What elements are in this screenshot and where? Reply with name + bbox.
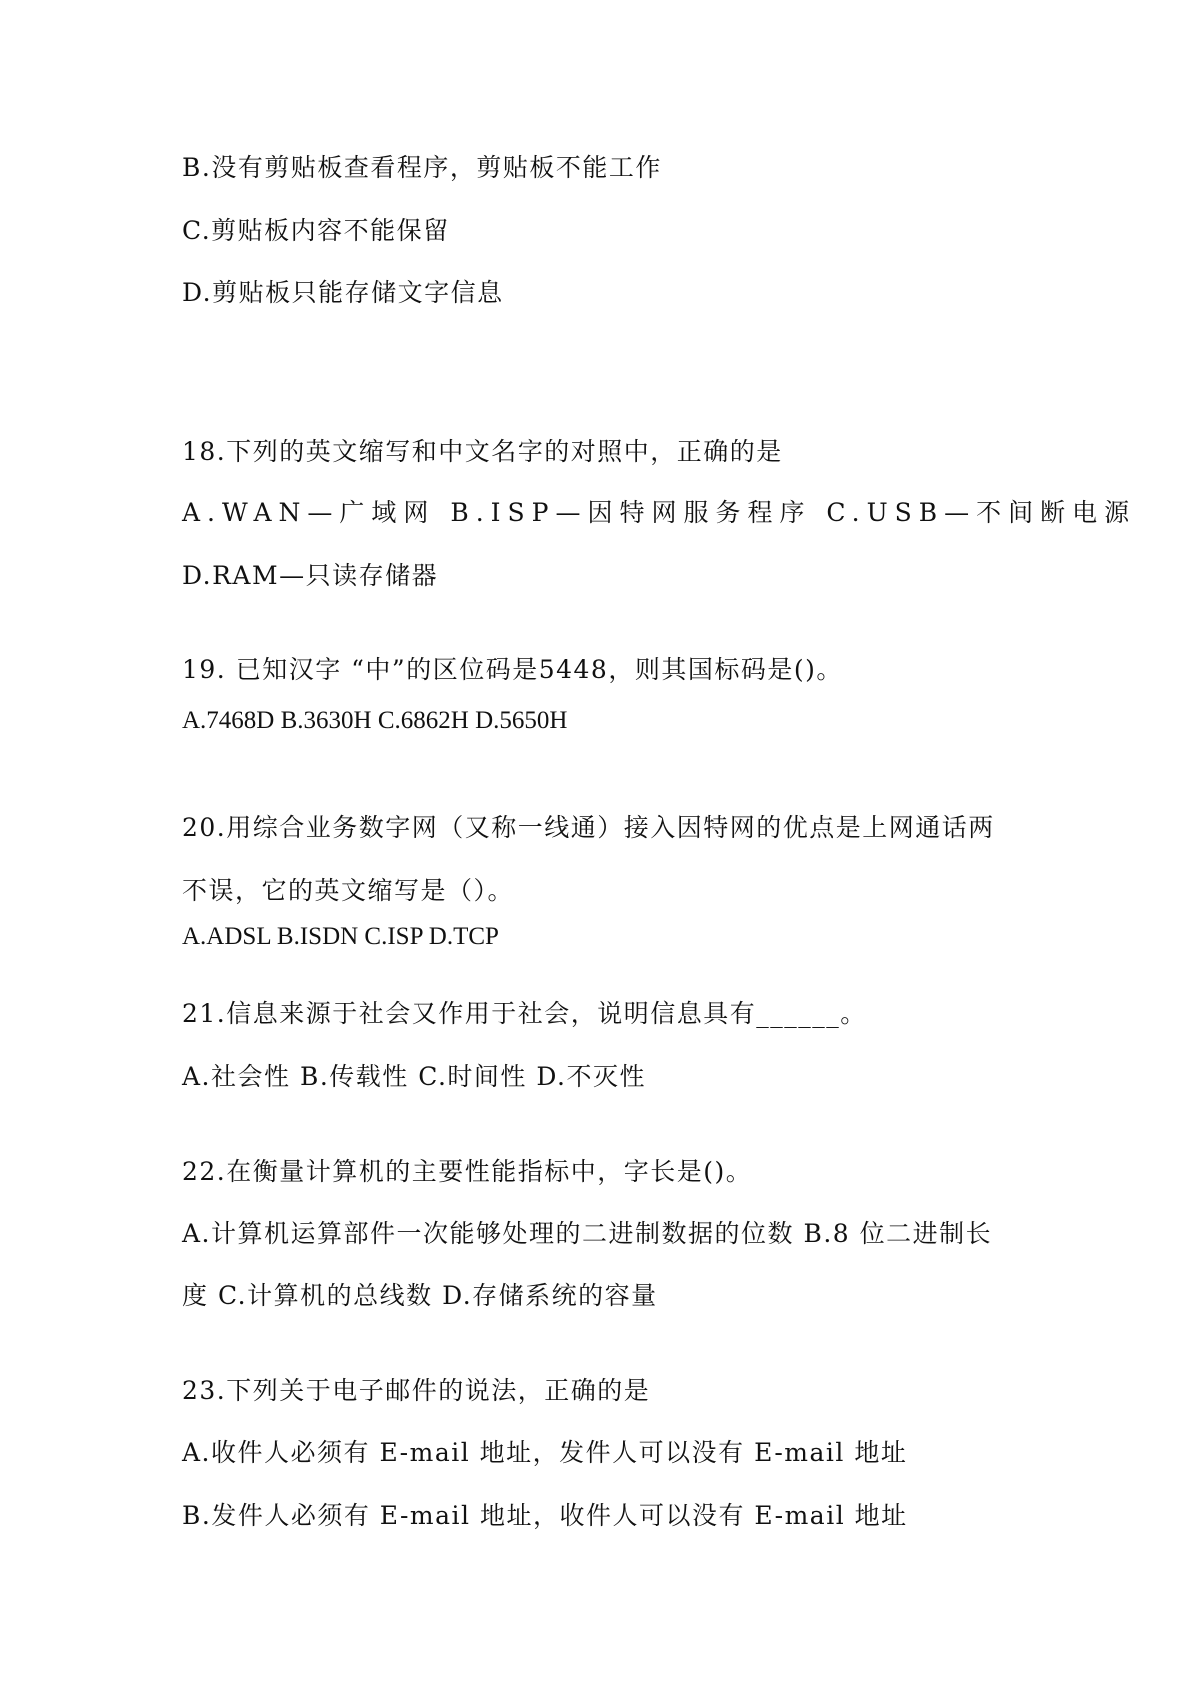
question-18: 18.下列的英文缩写和中文名字的对照中，正确的是 [182, 437, 783, 466]
question-19: 19. 已知汉字 “中”的区位码是5448，则其国标码是()。 [182, 655, 843, 684]
question-20-line-2: 不误，它的英文缩写是（）。 [182, 876, 515, 905]
q17-option-c: C.剪贴板内容不能保留 [182, 216, 450, 245]
q17-option-b: B.没有剪贴板查看程序，剪贴板不能工作 [182, 153, 662, 182]
q18-options-line-1: A.WAN—广域网 B.ISP—因特网服务程序 C.USB—不间断电源 [182, 498, 1137, 527]
q21-options: A.社会性 B.传载性 C.时间性 D.不灭性 [182, 1062, 646, 1091]
question-20-line-1: 20.用综合业务数字网（又称一线通）接入因特网的优点是上网通话两 [182, 813, 995, 842]
q22-options-line-2: 度 C.计算机的总线数 D.存储系统的容量 [182, 1281, 658, 1310]
q18-options-line-2: D.RAM—只读存储器 [182, 561, 439, 590]
q22-options-line-1: A.计算机运算部件一次能够处理的二进制数据的位数 B.8 位二进制长 [182, 1219, 993, 1248]
question-21: 21.信息来源于社会又作用于社会，说明信息具有______。 [182, 999, 867, 1028]
q23-option-b: B.发件人必须有 E-mail 地址，收件人可以没有 E-mail 地址 [182, 1501, 908, 1530]
q20-options: A.ADSL B.ISDN C.ISP D.TCP [182, 923, 499, 950]
q19-options: A.7468D B.3630H C.6862H D.5650H [182, 707, 568, 734]
q23-option-a: A.收件人必须有 E-mail 地址，发件人可以没有 E-mail 地址 [182, 1438, 908, 1467]
q17-option-d: D.剪贴板只能存储文字信息 [182, 278, 504, 307]
question-22: 22.在衡量计算机的主要性能指标中，字长是()。 [182, 1157, 753, 1186]
question-23: 23.下列关于电子邮件的说法，正确的是 [182, 1376, 651, 1405]
